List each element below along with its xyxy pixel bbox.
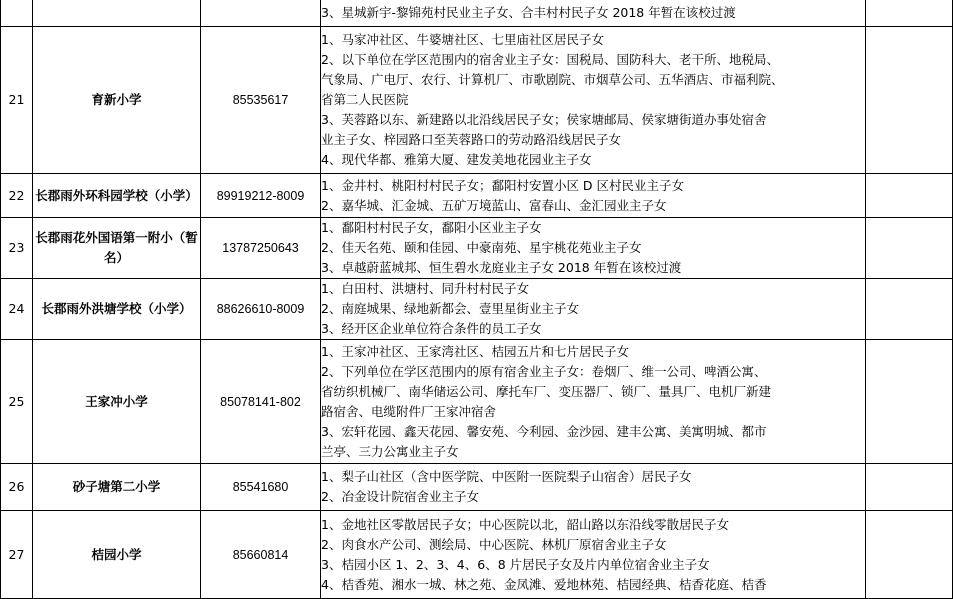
school-phone: 85660814 <box>201 511 321 599</box>
school-name: 长郡雨花外国语第一附小（暂名） <box>33 218 201 279</box>
school-phone: 13787250643 <box>201 218 321 279</box>
area-line: 2、冶金设计院宿舍业主子女 <box>321 489 479 504</box>
area-line: 3、星城新宇-黎锦苑村民业主子女、合丰村村民子女 2018 年暂在该校过渡 <box>321 5 736 20</box>
area-line: 1、王家冲社区、王家湾社区、桔园五片和七片居民子女 <box>321 343 629 359</box>
table-row <box>1 279 953 340</box>
area-line: 省纺织机械厂、南华储运公司、摩托车厂、变压器厂、锁厂、量具厂、电机厂新建 <box>321 383 772 399</box>
area-line: 1、鄱阳村村民子女，鄱阳小区业主子女 <box>321 220 542 235</box>
area-line: 3、桔园小区 1、2、3、4、6、8 片居民子女及片内单位宿舍业主子女 <box>321 556 710 572</box>
table-row <box>1 27 953 174</box>
enrollment-area <box>321 174 866 218</box>
area-line: 3、经开区企业单位符合条件的员工子女 <box>321 321 542 336</box>
area-line: 1、梨子山社区（含中医学院、中医附一医院梨子山宿舍）居民子女 <box>321 469 692 484</box>
school-phone: 88626610-8009 <box>201 279 321 340</box>
remark-cell <box>866 340 953 464</box>
remark-cell <box>866 279 953 340</box>
area-line: 3、卓越蔚蓝城邦、恒生碧水龙庭业主子女 2018 年暂在该校过渡 <box>321 260 682 275</box>
area-line: 2、佳天名苑、颐和佳园、中豪南苑、星宇桃花苑业主子女 <box>321 240 642 255</box>
school-phone: 85535617 <box>201 27 321 174</box>
row-number: 27 <box>1 511 33 599</box>
school-name: 长郡雨外环科园学校（小学） <box>33 174 201 218</box>
area-line: 2、肉食水产公司、测绘局、中心医院、林机厂原宿舍业主子女 <box>321 536 667 552</box>
table-row <box>1 340 953 464</box>
enrollment-area <box>321 218 866 279</box>
enrollment-area <box>321 27 866 174</box>
area-line: 2、下列单位在学区范围内的原有宿舍业主子女：卷烟厂、维一公司、啤酒公寓、 <box>321 363 767 379</box>
table-row <box>1 218 953 279</box>
area-line: 路宿舍、电缆附件厂王家冲宿舍 <box>321 403 497 419</box>
row-number: 22 <box>1 174 33 218</box>
area-line: 3、宏轩花园、鑫天花园、馨安苑、今利园、金沙园、建丰公寓、美寓明城、都市 <box>321 423 767 439</box>
area-line: 气象局、广电厅、农行、计算机厂、市歌剧院、市烟草公司、五华酒店、市福利院、 <box>321 72 784 87</box>
enrollment-area <box>321 279 866 340</box>
school-name: 砂子塘第二小学 <box>33 464 201 511</box>
remark-cell <box>866 174 953 218</box>
area-line: 1、金地社区零散居民子女；中心医院以北，韶山路以东沿线零散居民子女 <box>321 516 729 532</box>
row-number: 21 <box>1 27 33 174</box>
remark-cell <box>866 27 953 174</box>
row-number: 24 <box>1 279 33 340</box>
area-line: 3、芙蓉路以东、新建路以北沿线居民子女；侯家塘邮局、侯家塘街道办事处宿舍 <box>321 112 767 127</box>
row-number: 26 <box>1 464 33 511</box>
row-number <box>1 0 33 27</box>
school-phone: 85078141-802 <box>201 340 321 464</box>
area-line: 1、白田村、洪塘村、同升村村民子女 <box>321 281 529 296</box>
area-line: 4、现代华都、雅第大厦、建发美地花园业主子女 <box>321 152 592 167</box>
remark-cell <box>866 511 953 599</box>
area-line: 1、马家冲社区、牛婆塘社区、七里庙社区居民子女 <box>321 32 604 47</box>
school-phone <box>201 0 321 27</box>
enrollment-area <box>321 340 866 464</box>
enrollment-area <box>321 511 866 599</box>
area-line: 兰亭、三力公寓业主子女 <box>321 443 459 459</box>
remark-cell <box>866 464 953 511</box>
table-row <box>1 174 953 218</box>
area-line: 省第二人民医院 <box>321 92 409 107</box>
area-line: 2、南庭城果、绿地新都会、壹里星街业主子女 <box>321 301 579 316</box>
school-name: 长郡雨外洪塘学校（小学） <box>33 279 201 340</box>
area-line: 2、嘉华城、汇金城、五矿万境蓝山、富春山、金汇园业主子女 <box>321 197 667 213</box>
remark-cell <box>866 0 953 27</box>
area-line: 业主子女、梓园路口至芙蓉路口的劳动路沿线居民子女 <box>321 132 622 147</box>
school-name: 王家冲小学 <box>33 340 201 464</box>
school-name <box>33 0 201 27</box>
school-phone: 89919212-8009 <box>201 174 321 218</box>
table-row <box>1 464 953 511</box>
enrollment-area <box>321 464 866 511</box>
table-body <box>1 0 953 599</box>
school-name: 育新小学 <box>33 27 201 174</box>
area-line: 4、桔香苑、湘水一城、林之苑、金凤滩、爱地林苑、桔园经典、桔香花庭、桔香 <box>321 576 767 592</box>
row-number: 23 <box>1 218 33 279</box>
area-line: 2、以下单位在学区范围内的宿舍业主子女：国税局、国防科大、老干所、地税局、 <box>321 52 779 67</box>
table-row <box>1 0 953 27</box>
area-line: 1、金井村、桃阳村村民子女；鄱阳村安置小区 D 区村民业主子女 <box>321 177 685 193</box>
school-phone: 85541680 <box>201 464 321 511</box>
row-number: 25 <box>1 340 33 464</box>
enrollment-area <box>321 0 866 27</box>
remark-cell <box>866 218 953 279</box>
table-row <box>1 511 953 599</box>
school-name: 桔园小学 <box>33 511 201 599</box>
